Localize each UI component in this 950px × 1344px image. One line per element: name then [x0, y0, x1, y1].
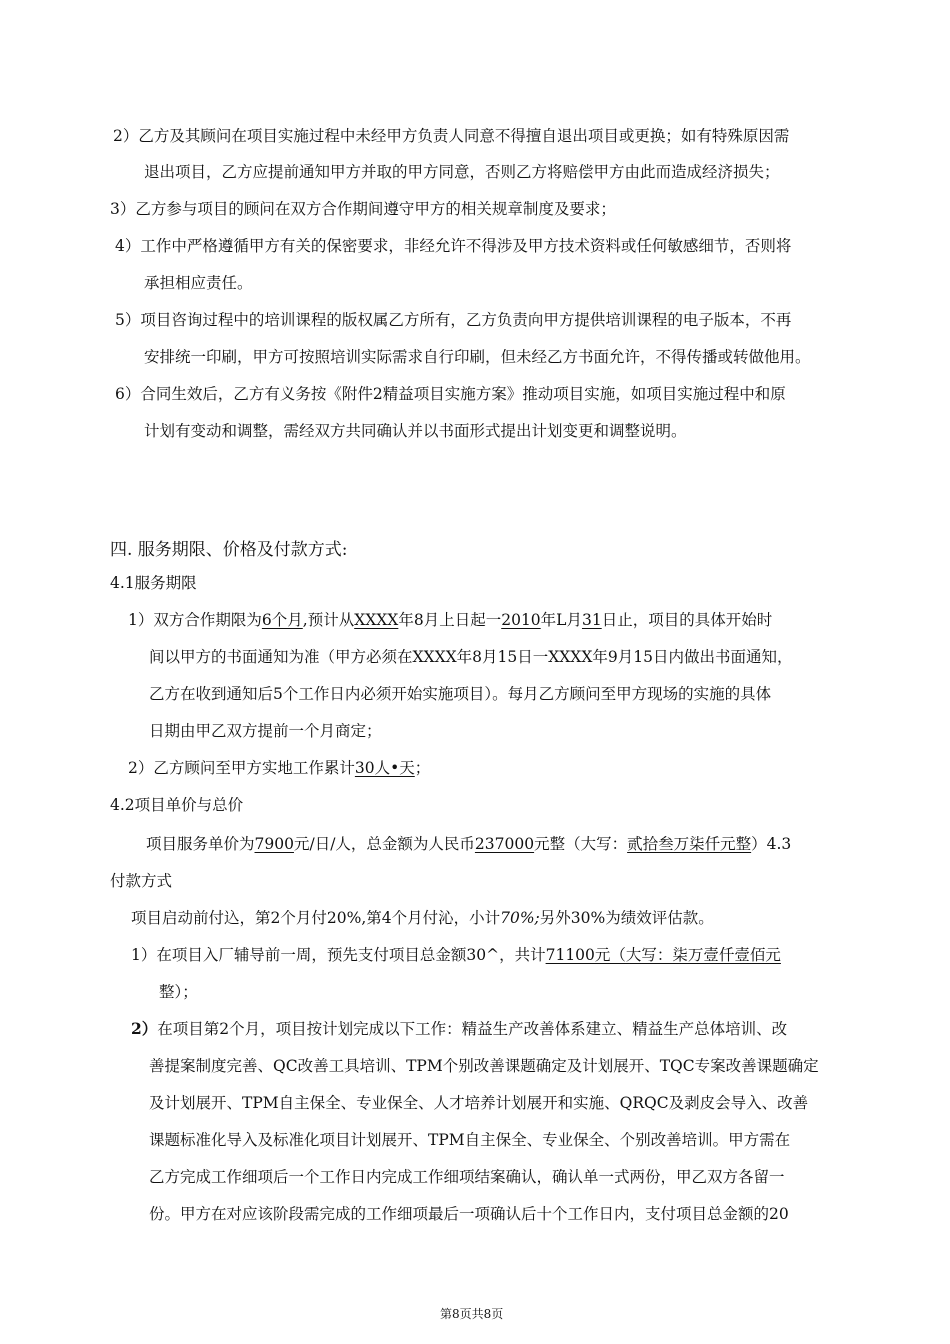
pay-item2-line-2: 善提案制度完善、QC改善工具培训、TPM个别改善课题确定及计划展开、TQC专案改善课题确定	[149, 1057, 819, 1075]
first-payment-amount: 71100元（大写：柒万壹仟壹佰元	[545, 946, 781, 964]
pay-item1-line-1	[131, 945, 781, 965]
item-continuation: 安排统一印刷，甲方可按照培训实际需求自行印刷，但未经乙方书面允许，不得传播或转做他用。	[144, 348, 811, 366]
section-4-heading: 四. 服务期限、价格及付款方式:	[110, 540, 348, 560]
pay-item2-line-1	[131, 1019, 787, 1039]
text-segment: 乙方顾问至甲方实地工作累计	[153, 759, 355, 777]
text-segment: ；	[414, 759, 431, 777]
item-continuation: 承担相应责任。	[144, 274, 253, 292]
text-segment: 在项目入厂辅导前一周，预先支付项目总金额30^，共计	[156, 946, 546, 964]
text-segment: 在项目第2个月，项目按计划完成以下工作：精益生产改善体系建立、精益生产总体培训、改	[157, 1020, 788, 1038]
item-continuation: 计划有变动和调整，需经双方共同确认并以书面形式提出计划变更和调整说明。	[144, 422, 687, 440]
text-segment: 年8月上日起一	[398, 611, 502, 629]
item-6-line-1	[115, 384, 786, 404]
text-segment: 双方合作期限为	[153, 611, 262, 629]
item-number: 2）	[113, 127, 139, 145]
item-number: 1）	[128, 611, 154, 629]
payment-summary	[131, 908, 714, 928]
item-number: 4）	[115, 237, 141, 255]
text-segment: 元/日/人，总金额为人民币	[293, 835, 475, 853]
total-amount: 237000	[474, 835, 535, 853]
s41-item1-line-2: 间以甲方的书面通知为准（甲方必须在XXXX年8月15日一XXXX年9月15日内做出书面通知，	[149, 648, 793, 666]
s41-item1-line-3: 乙方在收到通知后5个工作日内必须开始实施项目）。每月乙方顾问至甲方现场的实施的具体	[149, 685, 772, 703]
s41-item1-line-4: 日期由甲乙双方提前一个月商定；	[149, 722, 382, 740]
text-segment: 项目服务单价为	[146, 835, 255, 853]
text-segment: ,预计从	[302, 611, 355, 629]
subtotal-percent: 70%;	[500, 909, 540, 927]
s42-line-1	[146, 834, 791, 854]
unit-price: 7900	[254, 835, 294, 853]
subsection-4-2-heading: 4.2项目单价与总价	[110, 796, 244, 814]
start-year: XXXX	[354, 611, 399, 629]
item-text: 项目咨询过程中的培训课程的版权属乙方所有，乙方负责向甲方提供培训课程的电子版本，不再	[140, 311, 792, 329]
text-segment: 日止，项目的具体开始时	[601, 611, 773, 629]
s41-item1-line-1	[128, 610, 772, 630]
item-number: 6）	[115, 385, 141, 403]
item-continuation: 退出项目，乙方应提前通知甲方并取的甲方同意，否则乙方将赔偿甲方由此而造成经济损失；	[144, 163, 780, 181]
text-segment: 元整（大写：	[534, 835, 628, 853]
item-number: 5）	[115, 311, 141, 329]
pay-item2-line-5: 乙方完成工作细项后一个工作日内完成工作细项结案确认，确认单一式两份，甲乙双方各留一	[149, 1168, 785, 1186]
item-number: 3）	[110, 200, 136, 218]
total-amount-words: 贰拾叁万柒仟元整	[627, 835, 752, 853]
item-4-line-2	[144, 273, 253, 293]
item-number: 2）	[128, 759, 154, 777]
item-text: 工作中严格遵循甲方有关的保密要求，非经允许不得涉及甲方技术资料或任何敏感细节，否则将	[140, 237, 792, 255]
pay-item2-line-6: 份。甲方在对应该阶段需完成的工作细项最后一项确认后十个工作日内，支付项目总金额的20	[149, 1205, 789, 1223]
end-day: 31	[581, 611, 602, 629]
item-3-line-1	[110, 199, 616, 219]
item-number: 1）	[131, 946, 157, 964]
s41-item2-line-1	[128, 758, 430, 778]
pay-item1-line-2: 整）；	[159, 983, 198, 1001]
subsection-4-1-heading: 4.1服务期限	[110, 574, 197, 592]
item-5-line-2	[144, 347, 811, 367]
s42-line-2: 付款方式	[110, 872, 173, 890]
pay-item2-line-4: 课题标准化导入及标准化项目计划展开、TPM自主保全、专业保全、个别改善培训。甲方需在	[149, 1131, 791, 1149]
text-segment: ）4.3	[751, 835, 792, 853]
item-text: 乙方参与项目的顾问在双方合作期间遵守甲方的相关规章制度及要求；	[135, 200, 616, 218]
text-segment: 另外30%为绩效评估款。	[539, 909, 714, 927]
item-text: 乙方及其顾问在项目实施过程中未经甲方负责人同意不得擅自退出项目或更换；如有特殊原因需	[138, 127, 790, 145]
end-year: 2010	[501, 611, 541, 629]
item-6-line-2	[144, 421, 687, 441]
page-footer: 第8页共8页	[440, 1307, 504, 1321]
item-4-line-1	[115, 236, 791, 256]
text-segment: 项目启动前付込，第2个月付20%,第4个月付沁，小计	[131, 909, 501, 927]
item-2-line-1	[113, 126, 789, 146]
duration-value: 6个月	[261, 611, 303, 629]
item-2-line-2	[144, 162, 780, 182]
item-number: 2）	[131, 1019, 158, 1038]
item-text: 合同生效后，乙方有义务按《附件2精益项目实施方案》推动项目实施，如项目实施过程中和原	[140, 385, 786, 403]
workdays-value: 30人•天	[354, 759, 415, 777]
item-5-line-1	[115, 310, 791, 330]
pay-item2-line-3: 及计划展开、TPM自主保全、专业保全、人才培养计划展开和实施、QRQC及剥皮会导入、改善	[149, 1094, 809, 1112]
text-segment: 年L月	[540, 611, 582, 629]
